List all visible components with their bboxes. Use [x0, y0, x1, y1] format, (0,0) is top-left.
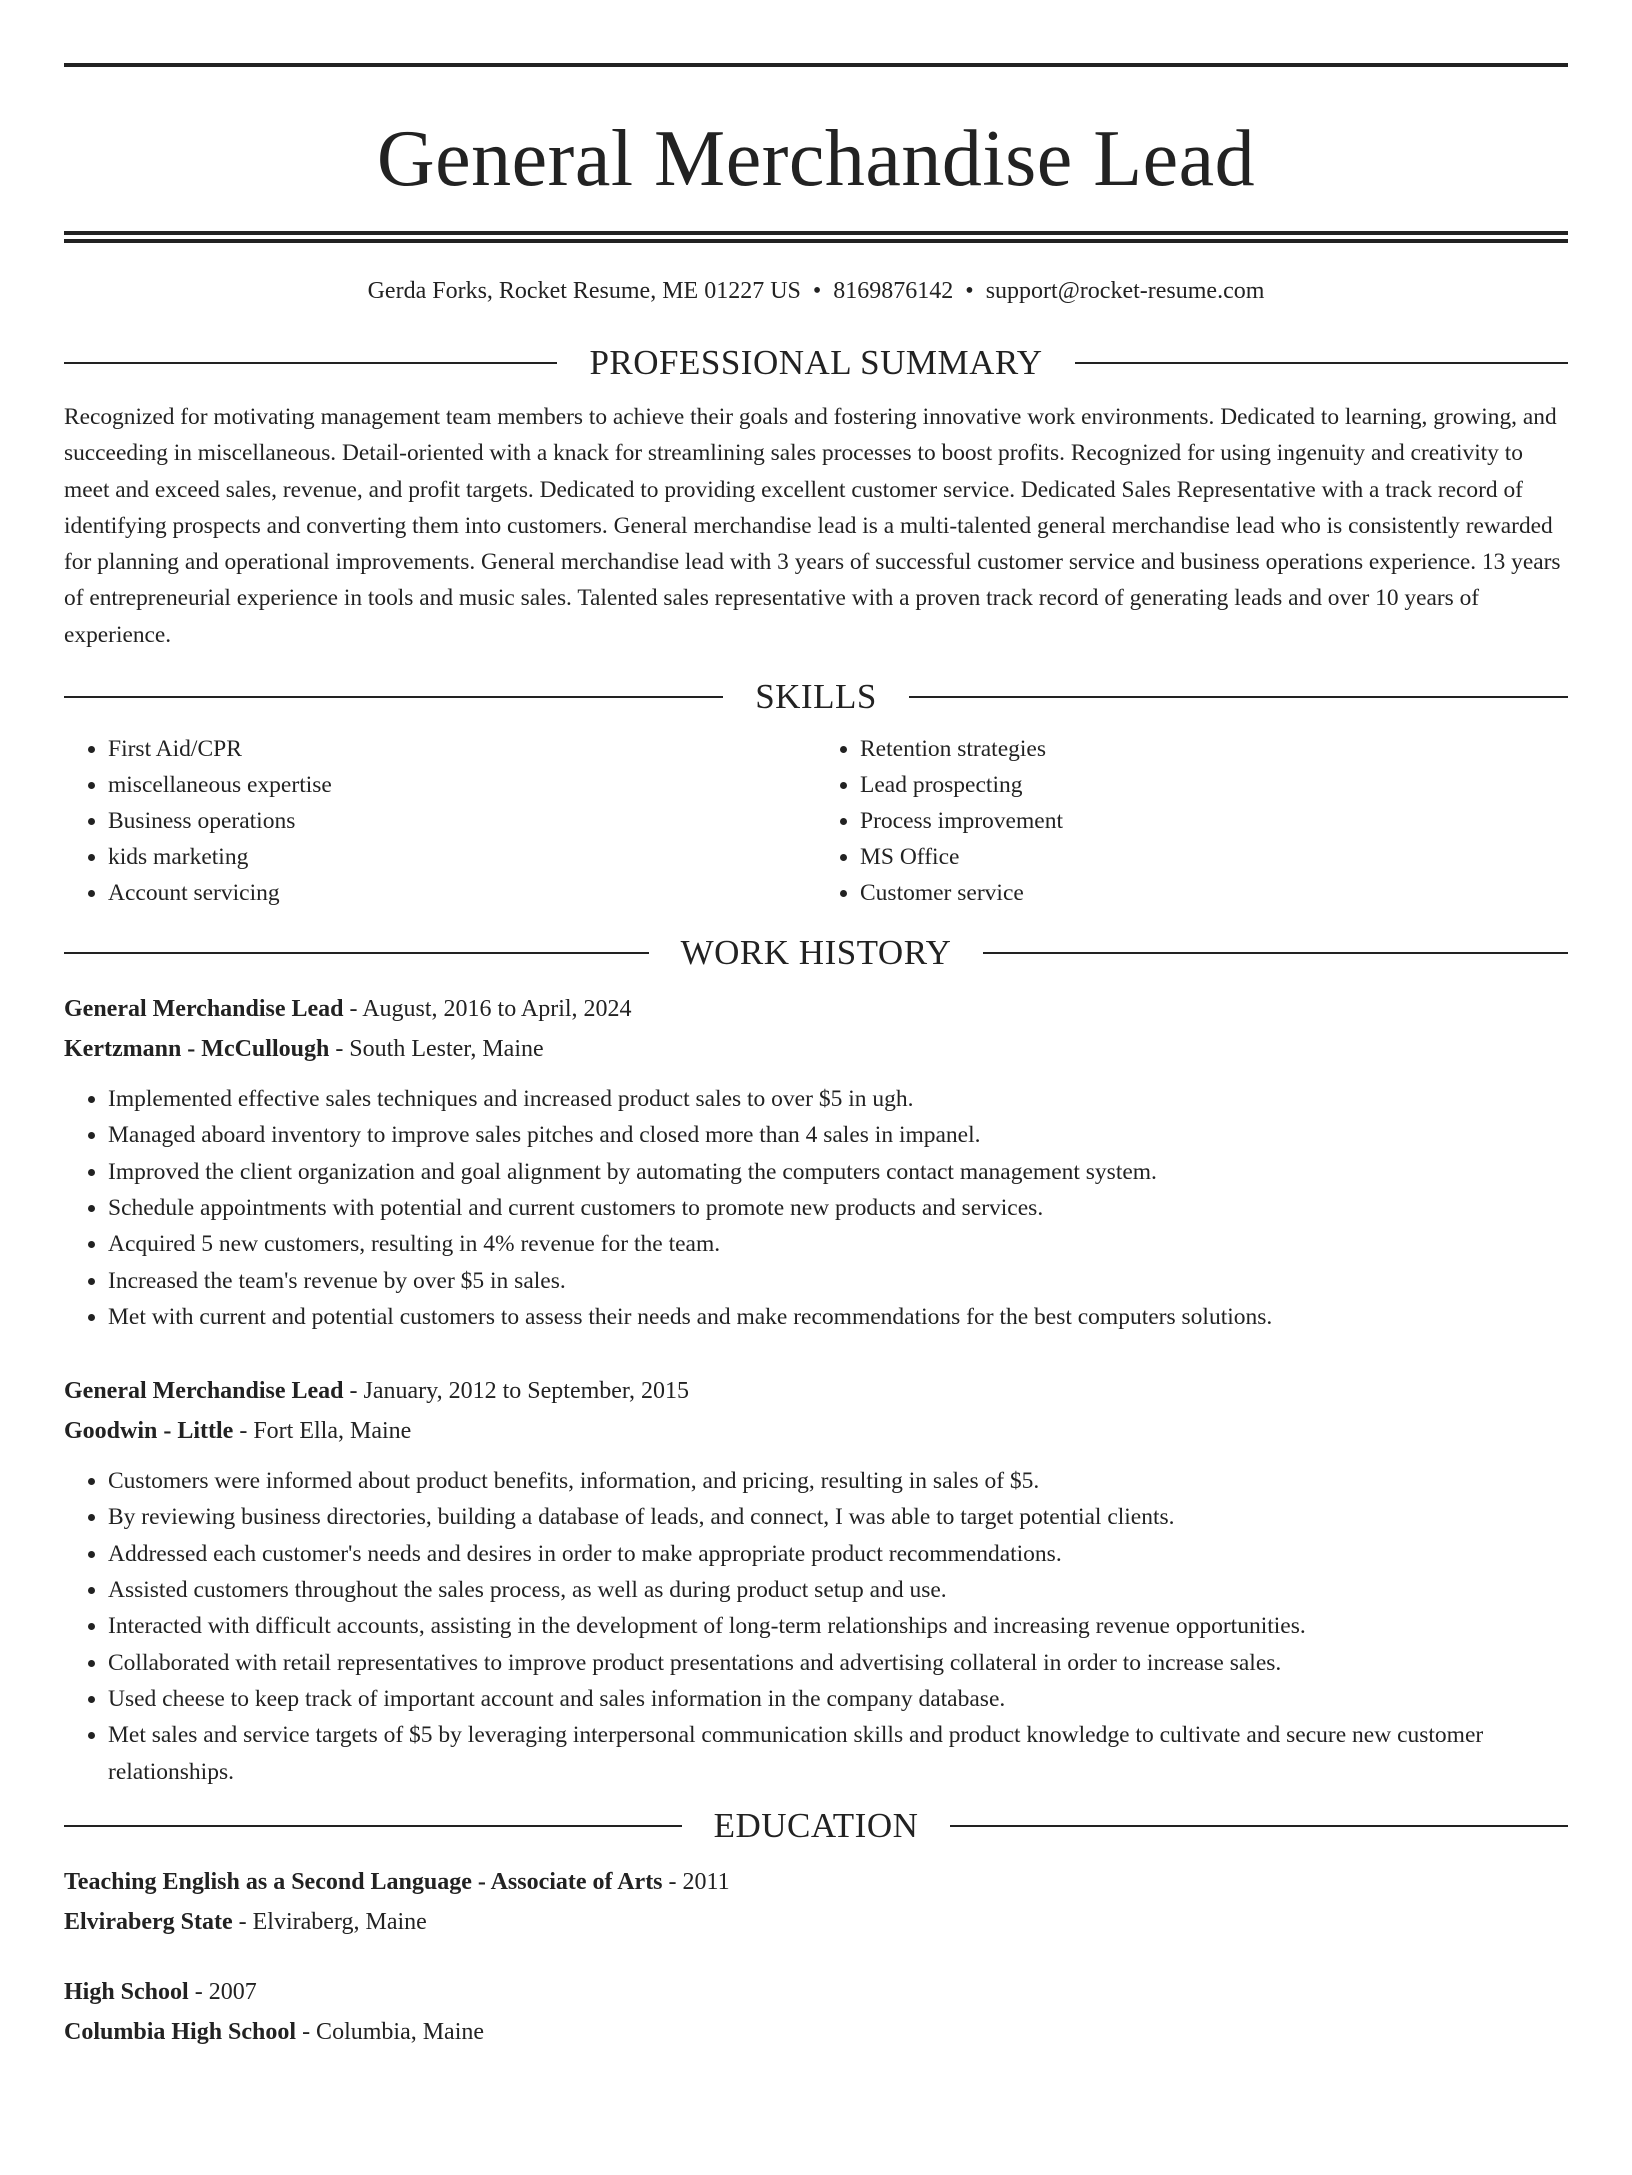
job-bullet: • Collaborated with retail representatives to improve product presentations and advertising collateral in order to increase sales.	[108, 1645, 1568, 1681]
job-company: Kertzmann - McCullough	[64, 1036, 330, 1063]
skills-title: SKILLS	[755, 677, 877, 717]
job-company-line	[64, 1029, 1568, 1069]
heading-rule	[950, 1825, 1568, 1827]
skill-item: • kids marketing	[108, 839, 816, 875]
heading-rule	[64, 1825, 682, 1827]
skill-item: • miscellaneous expertise	[108, 767, 816, 803]
job-company: Goodwin - Little	[64, 1418, 234, 1445]
skill-item: • Process improvement	[860, 803, 1568, 839]
job-dates: - January, 2012 to September, 2015	[343, 1378, 689, 1405]
job-bullet: • Met with current and potential customers to assess their needs and make recommendations for the best computers solutions.	[108, 1299, 1568, 1335]
education-heading	[64, 1804, 1568, 1848]
job-bullet: • Interacted with difficult accounts, assisting in the development of long-term relationships and increasing revenue opportunities.	[108, 1608, 1568, 1644]
contact-phone: 8169876142	[833, 278, 954, 304]
resume-page	[0, 63, 1632, 2175]
education-entry	[64, 1972, 1568, 2052]
skills-list	[64, 731, 1568, 911]
skill-item: • Business operations	[108, 803, 816, 839]
education-degree-line	[64, 1862, 1568, 1902]
heading-rule	[64, 696, 723, 698]
job-bullet: • Schedule appointments with potential and current customers to promote new products and services.	[108, 1190, 1568, 1226]
education-school-line	[64, 1902, 1568, 1942]
heading-rule	[64, 952, 649, 954]
education-degree: High School	[64, 1978, 189, 2005]
job-company-line	[64, 1411, 1568, 1451]
skills-heading	[64, 675, 1568, 719]
job-bullets	[64, 1463, 1568, 1790]
job-bullet: • Implemented effective sales techniques and increased product sales to over $5 in ugh.	[108, 1081, 1568, 1117]
job-bullet: • Improved the client organization and goal alignment by automating the computers contact management system.	[108, 1154, 1568, 1190]
skill-item: • MS Office	[860, 839, 1568, 875]
job-role: General Merchandise Lead	[64, 996, 344, 1023]
job-bullet: • Increased the team's revenue by over $5 in sales.	[108, 1263, 1568, 1299]
heading-rule	[1075, 362, 1568, 364]
education-location: - Elviraberg, Maine	[232, 1908, 427, 1935]
skill-item: • Lead prospecting	[860, 767, 1568, 803]
job-role: General Merchandise Lead	[64, 1378, 344, 1405]
education-year: - 2007	[188, 1978, 257, 2005]
contact-address: Gerda Forks, Rocket Resume, ME 01227 US	[367, 278, 801, 304]
education-year: - 2011	[662, 1868, 730, 1895]
contact-separator: •	[965, 278, 974, 304]
heading-rule	[64, 362, 557, 364]
skill-item: • Account servicing	[108, 875, 816, 911]
job-bullets	[64, 1081, 1568, 1335]
contact-separator: •	[812, 278, 822, 304]
work-heading	[64, 931, 1568, 975]
education-degree-line	[64, 1972, 1568, 2012]
education-entry	[64, 1862, 1568, 1942]
job-bullet: • Assisted customers throughout the sales process, as well as during product setup and use.	[108, 1572, 1568, 1608]
contact-email: support@rocket-resume.com	[985, 278, 1265, 304]
job-bullet: • Addressed each customer's needs and desires in order to make appropriate product recommendations.	[108, 1536, 1568, 1572]
summary-heading	[64, 341, 1568, 385]
education-school-line	[64, 2012, 1568, 2052]
skills-column-left	[64, 731, 816, 911]
skills-column-right	[816, 731, 1568, 911]
education-school: Columbia High School	[64, 2018, 297, 2045]
job-location: - Fort Ella, Maine	[233, 1418, 412, 1445]
education-degree: Teaching English as a Second Language - Associate of Arts	[64, 1868, 663, 1895]
education-title: EDUCATION	[713, 1805, 919, 1845]
education-location: - Columbia, Maine	[296, 2018, 485, 2045]
top-rule	[64, 63, 1568, 67]
job-title-line	[64, 989, 1568, 1029]
education-school: Elviraberg State	[64, 1908, 233, 1935]
summary-text: Recognized for motivating management team members to achieve their goals and fostering innovative work environments. Dedicated to learning, growing, and succeeding in miscellaneous. Detail-oriented with a knack for streamlining sales processes to boost profits. Recognized for using ingenuity and creativity to meet and exceed sales, revenue, and profit targets. Dedicated to providing excellent customer service. Dedicated Sales Representative with a track record of identifying prospects and converting them into customers. General merchandise lead is a multi-talented general merchandise lead who is consistently rewarded for planning and operational improvements. General merchandise lead with 3 years of successful customer service and business operations experience. 13 years of entrepreneurial experience in tools and music sales. Talented sales representative with a proven track record of generating leads and over 10 years of experience.	[64, 404, 1561, 648]
job-bullet: • Customers were informed about product benefits, information, and pricing, resulting in sales of $5.	[108, 1463, 1568, 1499]
summary-title: PROFESSIONAL SUMMARY	[589, 343, 1043, 382]
job-bullet: • By reviewing business directories, building a database of leads, and connect, I was able to target potential clients.	[108, 1499, 1568, 1535]
job-location: - South Lester, Maine	[329, 1036, 544, 1063]
job-bullet: • Met sales and service targets of $5 by leveraging interpersonal communication skills and product knowledge to cultivate and secure new customer relationships.	[108, 1717, 1568, 1790]
job-entry	[64, 989, 1568, 1335]
skill-item: • Customer service	[860, 875, 1568, 911]
job-bullet: • Used cheese to keep track of important account and sales information in the company database.	[108, 1681, 1568, 1717]
job-bullet: • Managed aboard inventory to improve sales pitches and closed more than 4 sales in impanel.	[108, 1117, 1568, 1153]
job-title-line	[64, 1371, 1568, 1411]
skill-item: • First Aid/CPR	[108, 731, 816, 767]
job-entry	[64, 1371, 1568, 1790]
double-rule	[64, 231, 1568, 243]
work-title: WORK HISTORY	[680, 933, 952, 973]
job-bullet: • Acquired 5 new customers, resulting in 4% revenue for the team.	[108, 1226, 1568, 1262]
heading-rule	[983, 952, 1568, 954]
contact-line	[64, 275, 1568, 307]
heading-rule	[909, 696, 1568, 698]
job-dates: - August, 2016 to April, 2024	[343, 996, 632, 1023]
resume-title: General Merchandise Lead	[376, 115, 1256, 203]
skill-item: • Retention strategies	[860, 731, 1568, 767]
